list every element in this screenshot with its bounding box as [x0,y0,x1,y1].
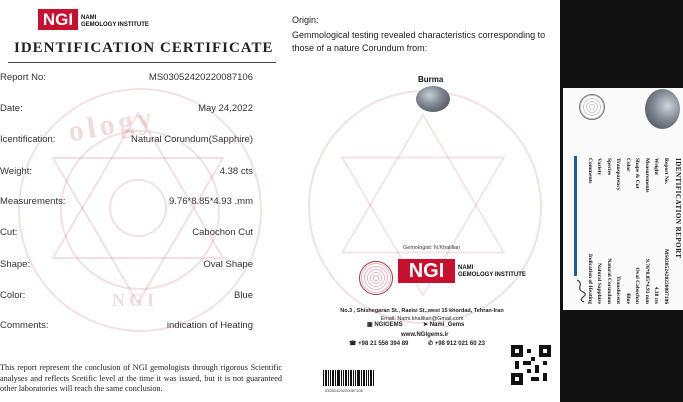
card-accent-bar [574,156,577,276]
logo-subtitle [81,15,149,29]
report-label: Report No. [663,158,669,184]
certificate-title: IDENTIFICATION CERTIFICATE [14,40,274,56]
field-row [0,259,283,273]
report-row [633,158,641,308]
stamp-seal [579,94,605,120]
watermark-text-bottom: NGI [112,290,159,310]
report-value: 9.76*8.85*4.93 mm [644,259,650,304]
report-row [614,158,622,308]
instagram-text: NGIGEMS [374,322,403,328]
telegram-handle [423,321,464,328]
report-title: IDENTIFICATION REPORT [674,158,682,259]
gemstone-photo [645,89,680,129]
field-label: Cut: [0,227,18,238]
field-value: MS03052420220087106 [148,72,253,83]
logo-subtitle-line-2: GEMOLOGY INSTITUTE [458,272,526,278]
phone-mobile [428,340,485,347]
report-value: Translucent [615,275,622,304]
logo-subtitle-line-1: NAMI [81,15,97,21]
report-value: Indication of Heating [587,253,593,304]
report-row [642,158,650,308]
field-label: Date: [0,103,23,114]
report-row [652,158,660,308]
field-label: Shape: [0,259,31,270]
report-row [604,158,612,308]
phone-icon: ☎ [349,341,357,347]
field-label: Measurements: [0,196,66,207]
barcode [323,370,375,386]
certificate-front [0,0,283,402]
gemologist-name: Gemologist: N.Khalilian [403,245,461,251]
report-card-content [563,88,683,310]
telegram-icon: ➤ [423,322,429,328]
logo-text: NGI [408,260,445,282]
phone-landline [349,340,408,347]
report-label: Weight [653,158,660,175]
stamp-seal [359,261,393,295]
mobile-text: +98 912 021 60 23 [434,341,485,347]
field-row [0,166,283,180]
ngi-logo [398,259,455,283]
report-value: 4.38 cts [653,286,660,304]
qr-code [511,345,551,385]
report-label: Transparency [615,158,622,191]
report-value: Natural Sapphire [596,262,603,304]
field-label: Comments: [0,320,49,331]
website-link[interactable]: www.NGIgems.ir [401,332,449,338]
phone-text: +98 21 556 394 89 [358,341,409,347]
email-text: Email: Nami.khalilian@Gmail.com [380,316,464,322]
report-card-photo [560,0,683,402]
report-card [563,88,683,310]
signature [573,278,587,304]
report-label: Measurements [644,158,650,193]
telegram-text: Nami_Gems [429,322,465,328]
report-label: Variety [596,158,603,176]
certificate-back [283,0,560,402]
watermark-text: ology [65,100,159,149]
logo-subtitle [458,265,526,279]
field-value: Natural Corundum(Sapphire) [131,134,253,145]
barcode-number: 03052420220087106 [325,388,363,393]
report-label: Shape & Cut [634,158,641,189]
logo-text: NGI [42,10,74,29]
field-value: 9.76*8.85*4.93 .mm [169,196,253,207]
mobile-icon: ✆ [428,341,434,347]
report-value: Natural Corundum [606,258,612,304]
report-row [595,158,603,308]
field-value: Blue [233,290,253,301]
report-label: Species [606,158,612,176]
logo-subtitle-line-1: NAMI [458,265,474,271]
field-row [0,290,283,304]
field-value: Cabochon Cut [192,227,253,238]
field-row [0,134,283,148]
field-label: Color: [0,290,26,301]
field-row [0,227,283,241]
report-row [623,158,631,308]
gemstone-photo [416,86,450,112]
address-text: No.3 , Shishegaran St., Raeisi St.,west 15 khordad, Tehran-Iran [340,308,504,314]
logo-subtitle-line-2: GEMOLOGY INSTITUTE [81,22,149,28]
field-row [0,103,283,117]
report-row [661,158,669,308]
origin-text: Gemmological testing revealed characteristics corresponding to those of a nature Corundum from: [292,30,546,53]
field-row [0,72,283,86]
report-label: Comments [587,158,593,184]
address-block [313,307,531,323]
instagram-icon: ▣ [367,322,373,328]
field-value: May 24,2022 [198,103,253,114]
field-label: Icentification: [0,134,56,145]
field-value: Oval Shape [203,259,253,270]
field-label: Report No: [0,72,46,83]
field-label: Weight: [0,166,33,177]
report-value: Oval Cabochon [634,267,641,304]
report-value: MS03052420220087106 [663,249,669,304]
field-row [0,320,283,334]
origin-label: Origin: [292,15,319,25]
report-label: Color [625,158,631,172]
title-divider [8,62,276,63]
field-row [0,196,283,210]
field-value: indication of Heating [166,320,253,331]
field-value: 4.38 cts [219,166,253,177]
origin-country: Burma [418,75,444,84]
instagram-handle [367,321,403,328]
ngi-logo [38,9,78,30]
report-value: Blue [625,293,631,304]
disclaimer-text: This report represent the conclusion of NGI gemologists through rigorous Scientific analyses and reflects Scetific level at the time it was issued, but it is not guaranteed other laboratories will reach the same conclusion. [0,363,282,393]
